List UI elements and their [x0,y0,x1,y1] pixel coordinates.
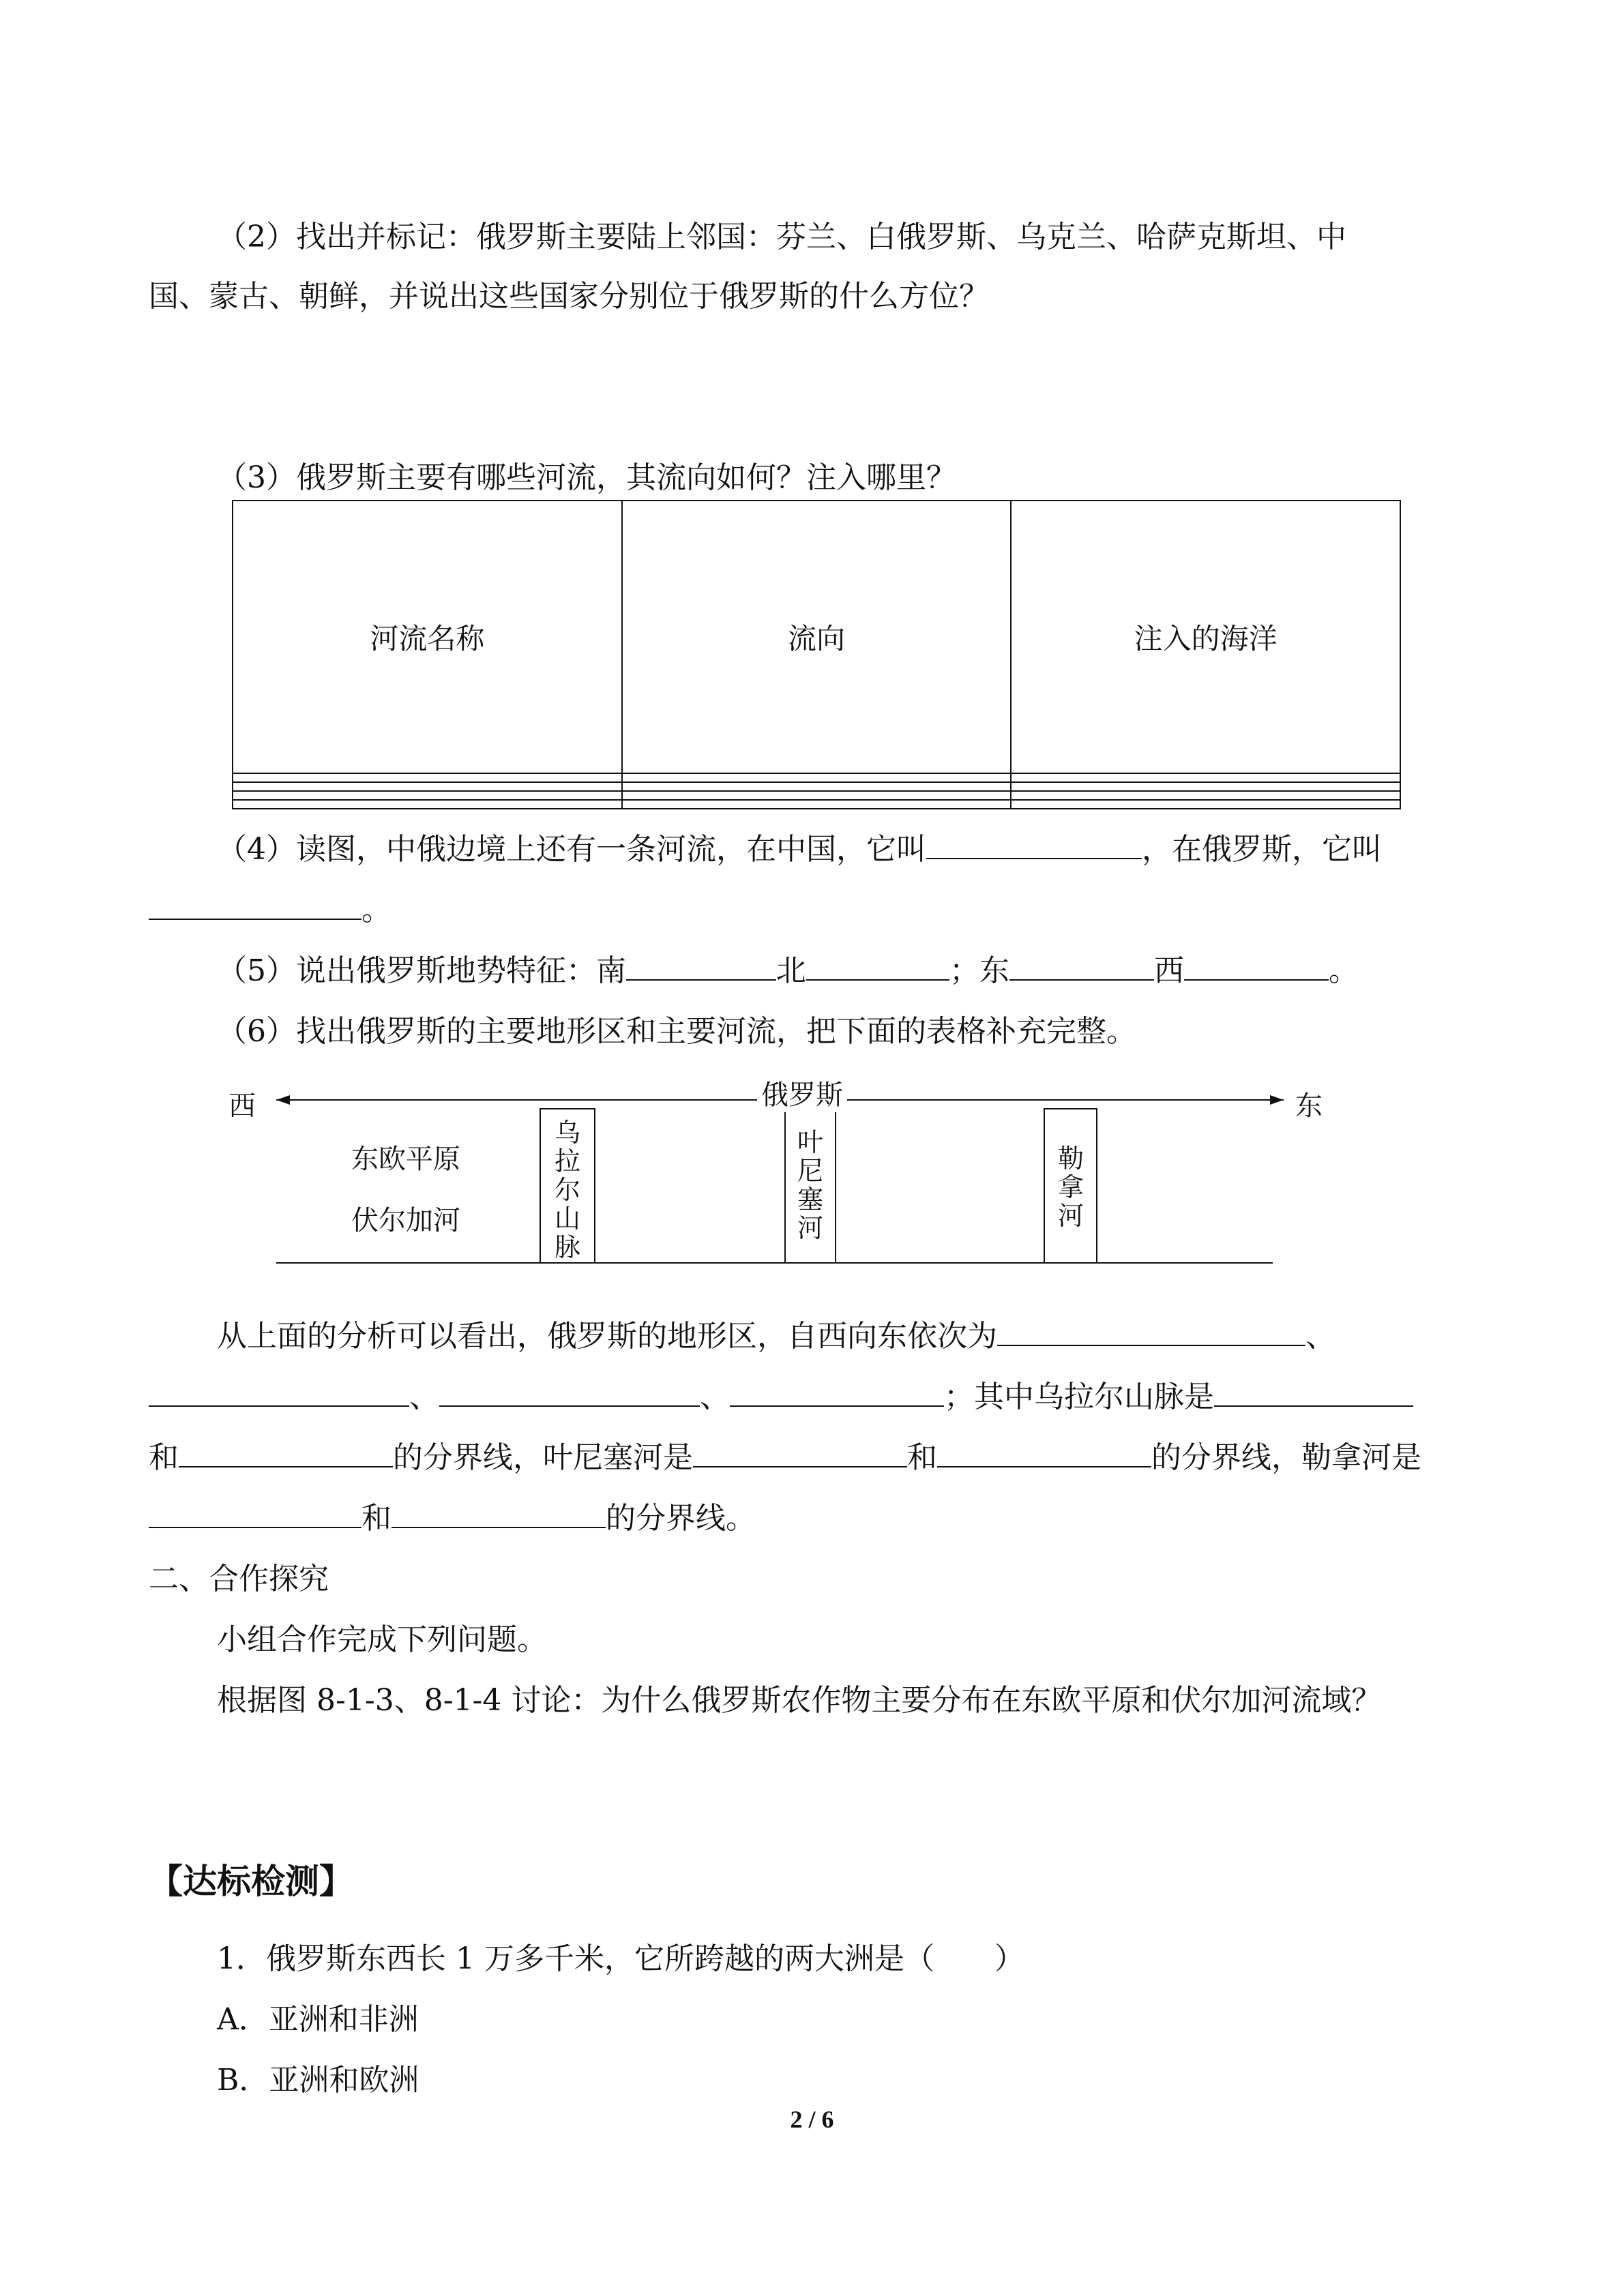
q4-line1: （4）读图，中俄边境上还有一条河流，在中国，它叫 ，在俄罗斯，它叫 [217,832,1382,867]
answer-blank[interactable] [937,1439,1151,1467]
label-east-european-plain: 东欧平原 [351,1144,460,1175]
answer-blank[interactable] [179,1439,393,1467]
q3-prompt: （3）俄罗斯主要有哪些河流，其流向如何？注入哪里？ [217,460,956,495]
col-river-name: 河流名称 [233,501,622,773]
option-b[interactable]: B．亚洲和欧洲 [217,2063,419,2098]
answer-blank[interactable] [149,1378,409,1407]
option-a[interactable]: A．亚洲和非洲 [217,2002,419,2037]
page-number: 2 / 6 [790,2106,834,2133]
col-ocean: 注入的海洋 [1011,501,1400,773]
answer-blank[interactable] [693,1439,907,1467]
q4-line2: 。 [149,890,392,931]
label-east: 东 [1295,1090,1323,1122]
analysis-line1: 从上面的分析可以看出，俄罗斯的地形区，自西向东依次为 、 [217,1319,1335,1354]
label-ural-mountains: 乌拉尔山脉 [554,1118,580,1262]
answer-blank[interactable] [439,1378,700,1407]
q5-line: （5）说出俄罗斯地势特征：南 北 ；东 西 。 [217,953,1359,988]
test-heading: 【达标检测】 [149,1862,353,1901]
q2-line1: （2）找出并标记：俄罗斯主要陆上邻国：芬兰、白俄罗斯、乌克兰、哈萨克斯坦、中 [217,220,1346,254]
answer-blank[interactable] [392,1500,606,1528]
section2-question: 根据图 8-1-3、8-1-4 讨论：为什么俄罗斯农作物主要分布在东欧平原和伏尔加河流域？ [217,1683,1382,1718]
q6-prompt: （6）找出俄罗斯的主要地形区和主要河流，把下面的表格补充完整。 [217,1014,1136,1049]
label-volga-river: 伏尔加河 [351,1205,460,1236]
col-flow-direction: 流向 [622,501,1012,773]
q2-line2: 国、蒙古、朝鲜，并说出这些国家分别位于俄罗斯的什么方位？ [149,279,989,314]
test-q1: 1．俄罗斯东西长 1 万多千米，它所跨越的两大洲是（ ） [217,1941,1024,1976]
answer-blank[interactable] [149,1500,361,1528]
diagram-title: 俄罗斯 [757,1073,847,1112]
analysis-line3: 和 的分界线，叶尼塞河是 和 的分界线，勒拿河是 [149,1440,1421,1475]
label-lena-river: 勒拿河 [1057,1144,1084,1231]
answer-blank[interactable] [730,1378,944,1407]
section2-title: 二、合作探究 [149,1562,329,1596]
label-west: 西 [228,1090,256,1122]
answer-blank[interactable] [997,1317,1305,1346]
label-yenisei-river: 叶尼塞河 [797,1127,823,1243]
analysis-line2: 、 、 ；其中乌拉尔山脉是 [149,1377,1413,1418]
section2-intro: 小组合作完成下列问题。 [217,1622,547,1657]
analysis-line4: 和 的分界线。 [149,1498,756,1539]
answer-blank[interactable] [1214,1378,1413,1407]
